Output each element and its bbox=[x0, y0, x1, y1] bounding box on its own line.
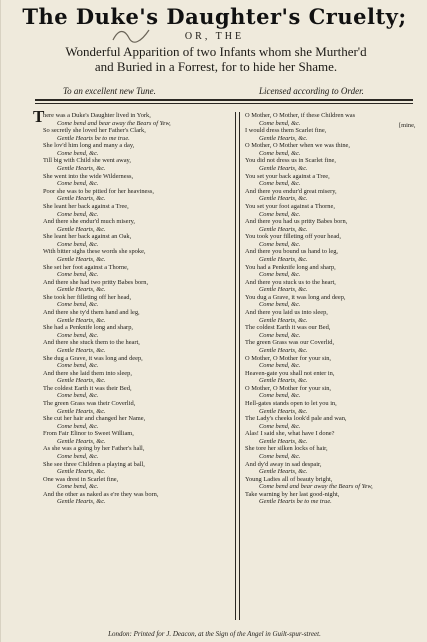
verse-line: Gentle Hearts, &c. bbox=[259, 286, 308, 294]
verse-line: Gentle Hearts, &c. bbox=[57, 225, 106, 233]
verse-line: Gentle Hearts, &c. bbox=[259, 346, 308, 354]
verse-line: And there you had us pritty Babes born, bbox=[245, 218, 348, 226]
verse-line: Come bend, &c. bbox=[57, 453, 99, 461]
verse-line: And there she stuck them to the heart, bbox=[43, 339, 140, 347]
verse-line: Come bend, &c. bbox=[57, 392, 99, 400]
margin-note: [mine, bbox=[399, 122, 416, 129]
verse-line: And dy'd away in sad despair, bbox=[245, 460, 322, 468]
verse-line: Come bend, &c. bbox=[259, 362, 301, 370]
column-divider bbox=[235, 112, 240, 620]
verse-line: And there you bound us hand to leg, bbox=[245, 248, 339, 256]
verse-line: Come bend, &c. bbox=[57, 483, 99, 491]
verse-line: Come bend, &c. bbox=[259, 301, 301, 309]
verse-line: Gentle Hearts, &c. bbox=[259, 195, 308, 203]
verse-line: She went into the wide Wilderness, bbox=[43, 172, 134, 180]
verse-line: Come bend, &c. bbox=[57, 180, 99, 188]
verse-line: She set her foot against a Thorne, bbox=[43, 263, 129, 271]
verse-line: O Mother, O Mother when we was thine, bbox=[245, 142, 350, 150]
verse-line: Come bend, &c. bbox=[259, 271, 301, 279]
verse-line: Young Ladies all of beauty bright, bbox=[245, 475, 333, 483]
verse-line: She had a Penknife long and sharp, bbox=[43, 324, 133, 332]
verse-line: Come bend, &c. bbox=[259, 149, 301, 157]
verse-line: Gentle Hearts, &c. bbox=[57, 255, 106, 263]
verse-line: Gentle Hearts, &c. bbox=[259, 377, 308, 385]
verse-line: Gentle Hearts, &c. bbox=[57, 195, 106, 203]
verse-line: O Mother, O Mother, if these Children was bbox=[245, 112, 356, 119]
tune-note: To an excellent new Tune. bbox=[63, 86, 156, 96]
verse-line: Come bend, &c. bbox=[57, 331, 99, 339]
verse-line: As she was a going by her Father's hall, bbox=[43, 445, 145, 453]
verse-line: And there she laid them into sleep, bbox=[43, 369, 132, 377]
verse-line: Gentle Hearts be to me true. bbox=[259, 498, 332, 506]
verse-line: Gentle Hearts, &c. bbox=[57, 286, 106, 294]
verse-line: And there she had two pritty Babes born, bbox=[43, 278, 149, 286]
right-verse-column bbox=[245, 112, 423, 506]
verse-line: She dug a Grave, it was long and deep, bbox=[43, 354, 143, 362]
verse-line: Gentle Hearts, &c. bbox=[259, 225, 308, 233]
verse-line: Come bend, &c. bbox=[57, 210, 99, 218]
verse-line: And there you laid us into sleep, bbox=[245, 309, 328, 317]
subtitle-line-1: Wonderful Apparition of two Infants whom she Murther'd bbox=[65, 44, 367, 59]
verse-line: You did not dress us in Scarlet fine, bbox=[245, 157, 336, 165]
verse-line: Gentle Hearts, &c. bbox=[259, 134, 308, 142]
verse-line: Take warning by her last good-night, bbox=[245, 490, 340, 498]
verse-line: Gentle Hearts, &c. bbox=[57, 165, 106, 173]
verse-line: Come bend, &c. bbox=[259, 119, 301, 127]
verse-line: Gentle Hearts, &c. bbox=[57, 468, 106, 476]
licensed-note: Licensed according to Order. bbox=[259, 86, 364, 96]
verse-line: She lov'd him long and many a day, bbox=[43, 142, 135, 150]
verse-line: Gentle Hearts, &c. bbox=[259, 437, 308, 445]
verse-line: Come bend, &c. bbox=[57, 301, 99, 309]
verse-line: She took her filleting off her head, bbox=[43, 293, 132, 301]
ballad-subtitle bbox=[11, 44, 421, 74]
verse-line: She tore her silken locks of hair, bbox=[245, 445, 328, 453]
verse-line: Till big with Child she went away, bbox=[43, 157, 131, 165]
verse-line: And there you endur'd great misery, bbox=[245, 187, 337, 195]
verse-line: The Lady's cheeks look'd pale and wan, bbox=[245, 415, 347, 423]
verse-line: Come bend, &c. bbox=[57, 149, 99, 157]
verse-line: Come bend, &c. bbox=[259, 240, 301, 248]
verse-line: One was drest in Scarlet fine, bbox=[43, 475, 119, 483]
verse-line: Hell-gates stands open to let you in, bbox=[245, 399, 337, 407]
verse-line: Poor she was to be pitied for her heaviness, bbox=[43, 187, 154, 195]
verse-line: O Mother, O Mother for your sin, bbox=[245, 354, 332, 362]
verse-line: The coldest Earth it was our Bed, bbox=[245, 324, 331, 332]
verse-line: Come bend and bear away the Bears of Yew, bbox=[57, 119, 171, 127]
verse-line: Come bend, &c. bbox=[57, 422, 99, 430]
verse-line: Gentle Hearts, &c. bbox=[259, 468, 308, 476]
verse-line: You had a Penknife long and sharp, bbox=[245, 263, 336, 271]
verse-line: And there she endur'd much misery, bbox=[43, 218, 135, 226]
verse-line: You set your back against a Tree, bbox=[245, 172, 330, 180]
verse-line: Gentle Hearts, &c. bbox=[259, 316, 308, 324]
verse-line: O Mother, O Mother for your sin, bbox=[245, 384, 332, 392]
verse-line: The green Grass was our Coverlid, bbox=[245, 339, 335, 347]
verse-line: Gentle Hearts, &c. bbox=[57, 346, 106, 354]
verse-line: Come bend, &c. bbox=[57, 271, 99, 279]
verse-line: The green Grass was their Coverlid, bbox=[43, 399, 136, 407]
subtitle-line-2: and Buried in a Forrest, for to hide her Shame. bbox=[94, 59, 338, 74]
verse-line: Gentle Hearts, &c. bbox=[57, 437, 106, 445]
verse-line: And there you stuck us to the heart, bbox=[245, 278, 336, 286]
verse-line: Come bend and bear away the Bears of Yew, bbox=[259, 483, 373, 491]
header-rule-thin bbox=[35, 103, 413, 104]
verse-line: Gentle Hearts, &c. bbox=[259, 165, 308, 173]
ballad-title: The Duke's Daughter's Cruelty; bbox=[22, 4, 407, 29]
verse-line: Gentle Hearts, &c. bbox=[57, 407, 106, 415]
verse-line: From Fair Elinor to Sweet William, bbox=[43, 430, 134, 438]
verse-line: Come bend, &c. bbox=[259, 453, 301, 461]
verse-line: Gentle Hearts, &c. bbox=[57, 377, 106, 385]
verse-line: So secretly she loved her Father's Clark, bbox=[43, 127, 146, 135]
verse-line: Gentle Hearts, &c. bbox=[57, 498, 106, 506]
verse-line: You set your foot against a Thorne, bbox=[245, 202, 335, 210]
verse-line: Come bend, &c. bbox=[259, 210, 301, 218]
verse-line: Come bend, &c. bbox=[57, 240, 99, 248]
verse-line: here was a Duke's Daughter lived in York, bbox=[43, 112, 151, 119]
or-the-line: OR, THE bbox=[184, 31, 245, 42]
verse-line: The coldest Earth it was their Bed, bbox=[43, 384, 132, 392]
verse-line: You dug a Grave, it was long and deep, bbox=[245, 293, 346, 301]
printer-imprint: London: Printed for J. Deacon, at the Sign of the Angel in Guilt-spur-street. bbox=[108, 630, 321, 638]
verse-line: Come bend, &c. bbox=[259, 392, 301, 400]
verse-line: With bitter sighs these words she spoke, bbox=[43, 248, 146, 256]
drop-cap-letter: T bbox=[33, 107, 45, 126]
left-verse-column bbox=[43, 112, 229, 506]
verse-line: Come bend, &c. bbox=[259, 180, 301, 188]
verse-line: Come bend, &c. bbox=[259, 422, 301, 430]
header-rule bbox=[35, 99, 413, 101]
verse-line: I would dress them Scarlet fine, bbox=[245, 127, 327, 135]
verse-line: She leant her back against a Tree, bbox=[43, 202, 129, 210]
verse-line: She leant her back against an Oak, bbox=[43, 233, 132, 241]
verse-line: And the other as naked as e're they was born, bbox=[43, 490, 159, 498]
verse-line: She see three Children a playing at ball, bbox=[43, 460, 145, 468]
verse-line: She cut her hair and changed her Name, bbox=[43, 415, 146, 423]
verse-line: Alas! I said she, what have I done? bbox=[245, 430, 335, 438]
verse-line: Come bend, &c. bbox=[57, 362, 99, 370]
verse-line: Come bend, &c. bbox=[259, 331, 301, 339]
verse-line: Gentle Hearts, &c. bbox=[259, 255, 308, 263]
verse-line: Gentle Hearts be to me true. bbox=[57, 134, 130, 142]
verse-line: Heaven-gate you shall not enter in, bbox=[245, 369, 335, 377]
verse-line: Gentle Hearts, &c. bbox=[57, 316, 106, 324]
verse-line: You took your filleting off your head, bbox=[245, 233, 341, 241]
verse-line: And there she ty'd them hand and leg, bbox=[43, 309, 140, 317]
verse-line: Gentle Hearts, &c. bbox=[259, 407, 308, 415]
